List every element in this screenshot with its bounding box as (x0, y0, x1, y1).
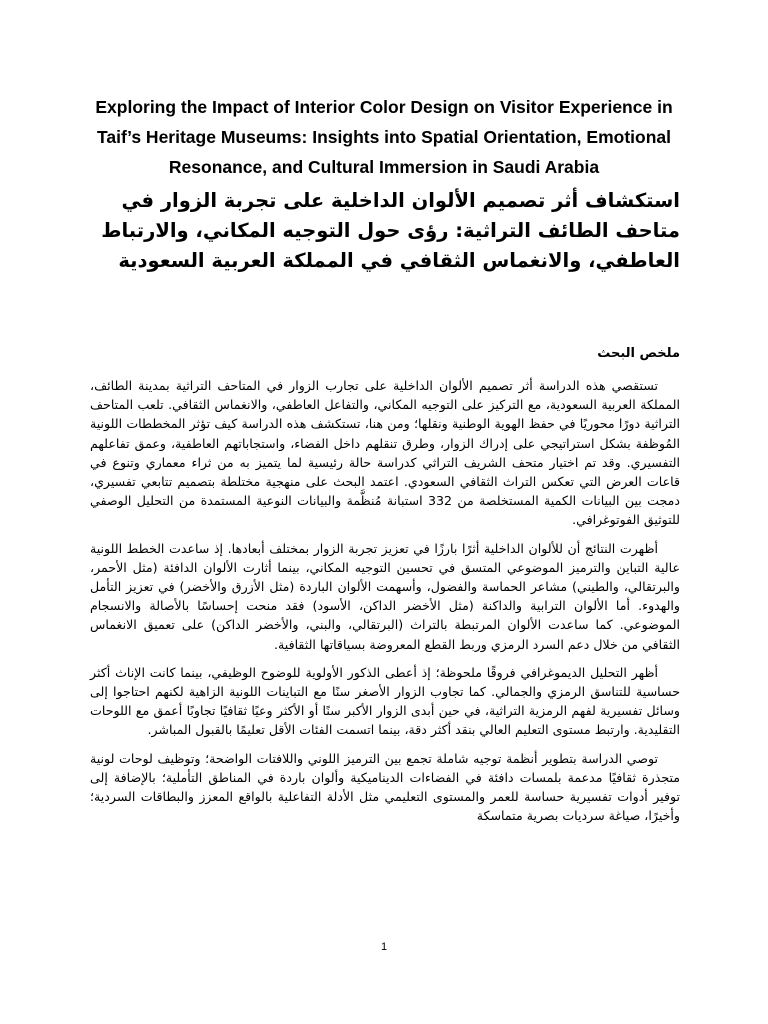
abstract-paragraph: أظهرت النتائج أن للألوان الداخلية أثرًا بارزًا في تعزيز تجربة الزوار بمختلف أبعادها. إذ ساعدت الخطط اللونية عالية التباين والترميز الموضوعي المتسق في تحسين التوجيه المكاني، بينما أثارت الألوان الدافئة (مثل الأحمر، والبرتقالي، والطيني) مشاعر الحماسة والفضول، وأسهمت الألوان الباردة (مثل الأزرق والأخضر) في تعزيز التأمل والهدوء. أما الألوان الترابية والداكنة (مثل الأخضر الداكن، الأسود) فقد منحت إحساسًا بالأصالة والانسجام الموضوعي. كما ساعدت الألوان المرتبطة بالتراث (البرتقالي، والبني، والأخضر الداكن) على تعميق الانغماس الثقافي من خلال دعم السرد الرمزي وربط القطع المعروضة بسياقاتها الثقافية. (90, 540, 680, 652)
abstract-paragraph: أظهر التحليل الديموغرافي فروقًا ملحوظة؛ إذ أعطى الذكور الأولوية للوضوح الوظيفي، بينما كانت الإناث أكثر حساسية للتناسق الرمزي والجمالي. كما تجاوب الزوار الأصغر سنًا مع التباينات اللونية الزاهية لكنهم احتاجوا إلى وسائل تفسيرية لفهم الرمزية التراثية، في حين أبدى الزوار الأكبر سنًا أو الأكثر وعيًا ثقافيًا تجاوبًا أعمق مع اللوحات التقليدية. وارتبط مستوى التعليم العالي بنقد أكثر دقة، بينما اتسمت الفئات الأقل تعليمًا بالقبول المباشر. (90, 664, 680, 738)
abstract-paragraph: تستقصي هذه الدراسة أثر تصميم الألوان الداخلية على تجارب الزوار في المتاحف التراثية بمدينة الطائف، المملكة العربية السعودية، مع التركيز على التوجيه المكاني، والتفاعل العاطفي، والانغماس الثقافي. تلعب المتاحف التراثية دورًا محوريًا في حفظ الهوية الوطنية ونقلها؛ ومن هنا، تستكشف هذه الدراسة كيف تؤثر المخططات اللونية المُوظفة بشكل استراتيجي على إدراك الزوار، وطرق تنقلهم داخل الفضاء، واستجاباتهم العاطفية، وعمق تفاعلهم التفسيري. وقد تم اختيار متحف الشريف التراثي كدراسة حالة رئيسية لما يتميز به من ثراء معماري وتنوع في قاعات العرض التي تعكس التراث الثقافي السعودي. اعتمد البحث على منهجية مختلطة بتصميم تتابعي تفسيري، دمجت بين البيانات الكمية المستخلصة من 332 استبانة مُنظَّمة والبيانات النوعية المستمدة من التحليل الوصفي للتوثيق الفوتوغرافي. (90, 378, 680, 528)
abstract-heading: ملخص البحث (597, 346, 680, 361)
english-title: Exploring the Impact of Interior Color Design on Visitor Experience in Taif’s Heritage Museums: Insights into Spatial Orientation, Emotional Resonance, and Cultural Immersion in Saudi Arabia (95, 97, 673, 177)
arabic-title: استكشاف أثر تصميم الألوان الداخلية على تجربة الزوار في متاحف الطائف التراثية: رؤى حول التوجيه المكاني، والارتباط العاطفي، والانغماس الثقافي في المملكة العربية السعودية (101, 189, 680, 272)
abstract-paragraph: توصي الدراسة بتطوير أنظمة توجيه شاملة تجمع بين الترميز اللوني واللافتات الواضحة؛ وتوظيف لوحات لونية متجذرة ثقافيًا مدعمة بلمسات دافئة في الفضاءات الديناميكية وألوان باردة في المناطق التأملية؛ بالإضافة إلى توفير أدوات تفسيرية حساسة للعمر والمستوى التعليمي مثل الأدلة التفاعلية بالواقع المعزز والبطاقات السردية؛ وأخيرًا، صياغة سرديات بصرية متماسكة (90, 750, 680, 824)
abstract-body (90, 376, 680, 834)
page-number: 1 (380, 941, 388, 953)
